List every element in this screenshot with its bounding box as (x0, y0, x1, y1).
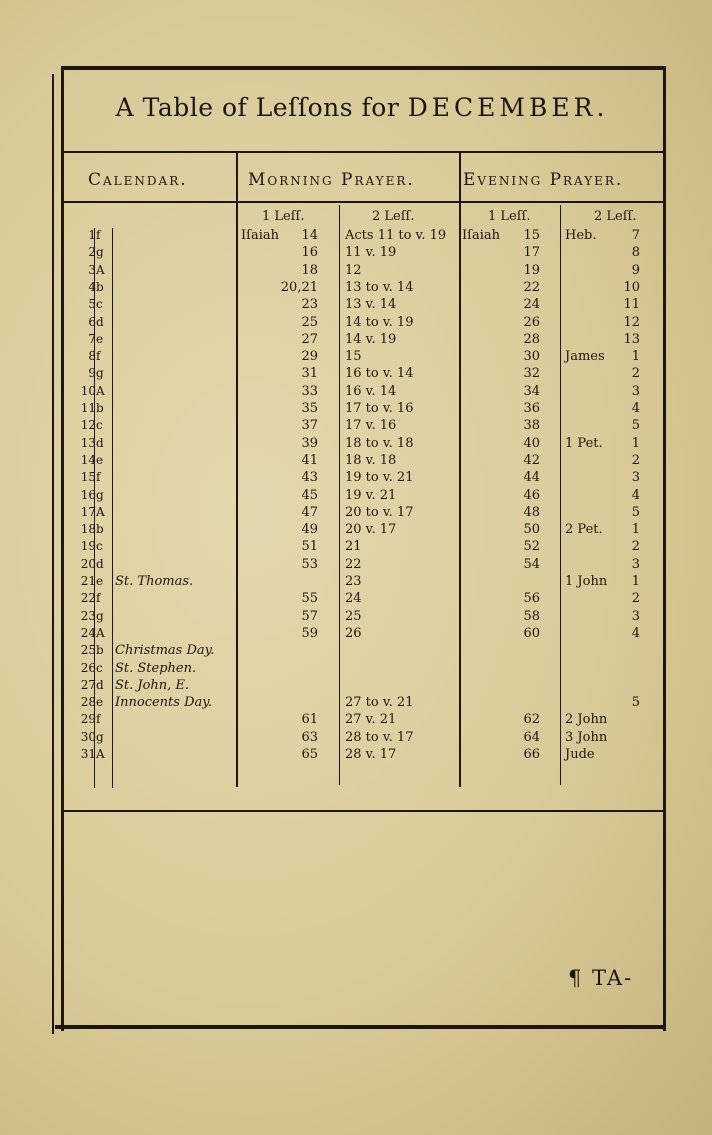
evening-second-book: James (565, 349, 605, 364)
col-rule-calendar (236, 153, 238, 787)
day-number: 6 (88, 315, 96, 329)
evening-first-lesson: 38 (523, 418, 540, 433)
evening-second-lesson: 2 (631, 453, 640, 468)
day-number: 14 (80, 453, 96, 467)
header-evening-prayer: Evening Prayer. (463, 170, 624, 190)
dominical-letter: b (96, 280, 104, 294)
day-number: 10 (80, 384, 96, 398)
morning-first-lesson: 49 (301, 522, 318, 537)
subheader-evening-first: 1 Leſſ. (488, 209, 531, 224)
morning-first-lesson: 37 (301, 418, 318, 433)
dominical-letter: e (96, 695, 104, 709)
evening-first-lesson: 48 (523, 505, 540, 520)
evening-second-lesson: 13 (623, 332, 640, 347)
page-title (62, 93, 662, 122)
morning-first-lesson: 33 (301, 384, 318, 399)
morning-second-lesson: 16 to v. 14 (345, 366, 414, 381)
evening-first-lesson: 15 (523, 228, 540, 243)
outer-left-rule (52, 74, 54, 1034)
frame-right-rule (663, 66, 666, 1031)
col-rule-letter-feast (112, 228, 113, 788)
header-calendar: Calendar. (88, 170, 188, 190)
dominical-letter: f (96, 712, 101, 726)
evening-first-lesson: 32 (523, 366, 540, 381)
subheader-evening-second: 2 Leſſ. (594, 209, 637, 224)
day-number: 5 (88, 297, 96, 311)
catchword: ¶ TA- (568, 966, 634, 990)
evening-first-lesson: 44 (523, 470, 540, 485)
evening-first-lesson: 58 (523, 609, 540, 624)
dominical-letter: c (96, 539, 103, 553)
morning-second-lesson: 27 v. 21 (345, 712, 397, 727)
morning-second-lesson: 13 to v. 14 (345, 280, 414, 295)
evening-second-lesson: 1 (631, 522, 640, 537)
dominical-letter: d (96, 678, 104, 692)
evening-first-lesson: 46 (523, 488, 540, 503)
morning-second-lesson: 15 (345, 349, 362, 364)
morning-first-lesson: 43 (301, 470, 318, 485)
day-number: 17 (80, 505, 96, 519)
col-rule-morning-evening (459, 153, 461, 787)
day-number: 13 (80, 436, 96, 450)
evening-second-lesson: 12 (623, 315, 640, 330)
dominical-letter: A (96, 505, 105, 519)
morning-second-lesson: 21 (345, 539, 362, 554)
morning-second-lesson: 28 v. 17 (345, 747, 397, 762)
frame-top-rule (62, 66, 665, 70)
morning-second-lesson: 16 v. 14 (345, 384, 397, 399)
dominical-letter: A (96, 747, 105, 761)
evening-first-lesson: 19 (523, 263, 540, 278)
morning-first-lesson: 14 (301, 228, 318, 243)
dominical-letter: c (96, 661, 103, 675)
morning-first-lesson: 57 (301, 609, 318, 624)
morning-second-lesson: 14 to v. 19 (345, 315, 414, 330)
frame-bottom-rule (55, 1025, 666, 1029)
morning-first-lesson: 61 (301, 712, 318, 727)
subheader-morning-second: 2 Leſſ. (372, 209, 415, 224)
evening-second-lesson: 1 (631, 436, 640, 451)
evening-first-lesson: 60 (523, 626, 540, 641)
evening-first-lesson: 42 (523, 453, 540, 468)
dominical-letter: f (96, 470, 101, 484)
day-number: 16 (80, 488, 96, 502)
day-number: 20 (80, 557, 96, 571)
dominical-letter: b (96, 643, 104, 657)
day-number: 21 (80, 574, 96, 588)
feast-name: St. John, E. (115, 678, 190, 693)
evening-second-lesson: 1 (631, 574, 640, 589)
evening-first-lesson: 17 (523, 245, 540, 260)
dominical-letter: A (96, 384, 105, 398)
morning-first-lesson: 16 (301, 245, 318, 260)
evening-second-lesson: 8 (631, 245, 640, 260)
evening-first-lesson: 54 (523, 557, 540, 572)
dominical-letter: e (96, 574, 104, 588)
dominical-letter: g (96, 609, 104, 623)
evening-second-lesson: 3 (631, 384, 640, 399)
dominical-letter: c (96, 418, 103, 432)
dominical-letter: d (96, 557, 104, 571)
evening-first-lesson: 28 (523, 332, 540, 347)
evening-second-lesson: 4 (631, 401, 640, 416)
evening-second-lesson: 3 (631, 470, 640, 485)
day-number: 18 (80, 522, 96, 536)
dominical-letter: f (96, 349, 101, 363)
evening-first-book: Iſaiah (462, 228, 500, 243)
header-bottom-rule (64, 201, 664, 203)
morning-first-lesson: 41 (301, 453, 318, 468)
dominical-letter: d (96, 315, 104, 329)
morning-second-lesson: 18 v. 18 (345, 453, 397, 468)
day-number: 7 (88, 332, 96, 346)
evening-second-lesson: 4 (631, 488, 640, 503)
frame-left-rule (61, 66, 64, 1031)
day-number: 30 (80, 730, 96, 744)
morning-first-lesson: 45 (301, 488, 318, 503)
evening-first-lesson: 30 (523, 349, 540, 364)
day-number: 3 (88, 263, 96, 277)
morning-first-lesson: 47 (301, 505, 318, 520)
evening-first-lesson: 66 (523, 747, 540, 762)
day-number: 29 (80, 712, 96, 726)
morning-first-lesson: 18 (301, 263, 318, 278)
dominical-letter: g (96, 366, 104, 380)
evening-second-lesson: 4 (631, 626, 640, 641)
dominical-letter: b (96, 522, 104, 536)
morning-second-lesson: 14 v. 19 (345, 332, 397, 347)
morning-second-lesson: 25 (345, 609, 362, 624)
dominical-letter: c (96, 297, 103, 311)
header-morning-prayer: Morning Prayer. (248, 170, 415, 190)
dominical-letter: f (96, 228, 101, 242)
dominical-letter: f (96, 591, 101, 605)
morning-first-lesson: 59 (301, 626, 318, 641)
morning-second-lesson: 19 to v. 21 (345, 470, 414, 485)
evening-first-lesson: 52 (523, 539, 540, 554)
morning-second-lesson: 27 to v. 21 (345, 695, 414, 710)
feast-name: St. Stephen. (115, 661, 197, 676)
evening-second-lesson: 5 (631, 418, 640, 433)
day-number: 28 (80, 695, 96, 709)
col-rule-evening-inner (560, 205, 561, 785)
morning-first-lesson: 20,21 (280, 280, 318, 295)
evening-first-lesson: 64 (523, 730, 540, 745)
table-bottom-rule (64, 810, 664, 812)
dominical-letter: g (96, 730, 104, 744)
morning-second-lesson: 19 v. 21 (345, 488, 397, 503)
evening-second-lesson: 3 (631, 557, 640, 572)
evening-first-lesson: 22 (523, 280, 540, 295)
morning-first-lesson: 65 (301, 747, 318, 762)
day-number: 1 (88, 228, 96, 242)
dominical-letter: g (96, 245, 104, 259)
day-number: 26 (80, 661, 96, 675)
evening-first-lesson: 62 (523, 712, 540, 727)
evening-second-lesson: 5 (631, 695, 640, 710)
evening-first-lesson: 26 (523, 315, 540, 330)
evening-second-book: 2 Pet. (565, 522, 603, 537)
morning-second-lesson: 28 to v. 17 (345, 730, 414, 745)
evening-second-lesson: 9 (631, 263, 640, 278)
morning-first-lesson: 31 (301, 366, 318, 381)
title-month: DECEMBER. (407, 93, 609, 122)
morning-first-lesson: 53 (301, 557, 318, 572)
evening-first-lesson: 50 (523, 522, 540, 537)
evening-second-book: 2 John (565, 712, 608, 727)
morning-second-lesson: 17 to v. 16 (345, 401, 414, 416)
evening-second-lesson: 1 (631, 349, 640, 364)
evening-second-book: 1 John (565, 574, 608, 589)
morning-first-lesson: 55 (301, 591, 318, 606)
feast-name: St. Thomas. (115, 574, 194, 589)
day-number: 31 (80, 747, 96, 761)
morning-second-lesson: Acts 11 to v. 19 (345, 228, 447, 243)
morning-second-lesson: 12 (345, 263, 362, 278)
evening-second-book: 1 Pet. (565, 436, 603, 451)
morning-second-lesson: 26 (345, 626, 362, 641)
title-main: A Table of Leſſons for (115, 93, 400, 122)
morning-first-lesson: 29 (301, 349, 318, 364)
day-number: 8 (88, 349, 96, 363)
day-number: 12 (80, 418, 96, 432)
morning-first-lesson: 39 (301, 436, 318, 451)
morning-second-lesson: 24 (345, 591, 362, 606)
evening-second-lesson: 3 (631, 609, 640, 624)
day-number: 15 (80, 470, 96, 484)
dominical-letter: g (96, 488, 104, 502)
evening-first-lesson: 40 (523, 436, 540, 451)
evening-second-lesson: 5 (631, 505, 640, 520)
morning-first-lesson: 63 (301, 730, 318, 745)
morning-second-lesson: 17 v. 16 (345, 418, 397, 433)
evening-second-lesson: 11 (623, 297, 640, 312)
day-number: 2 (88, 245, 96, 259)
evening-first-lesson: 24 (523, 297, 540, 312)
evening-second-lesson: 2 (631, 591, 640, 606)
morning-first-lesson: 27 (301, 332, 318, 347)
evening-second-book: Jude (565, 747, 595, 762)
day-number: 19 (80, 539, 96, 553)
day-number: 11 (80, 401, 96, 415)
dominical-letter: A (96, 263, 105, 277)
day-number: 24 (80, 626, 96, 640)
day-number: 4 (88, 280, 96, 294)
morning-first-lesson: 25 (301, 315, 318, 330)
day-number: 25 (80, 643, 96, 657)
dominical-letter: d (96, 436, 104, 450)
subheader-morning-first: 1 Leſſ. (262, 209, 305, 224)
morning-second-lesson: 23 (345, 574, 362, 589)
col-rule-morning-inner (339, 205, 340, 785)
morning-second-lesson: 18 to v. 18 (345, 436, 414, 451)
morning-second-lesson: 20 v. 17 (345, 522, 397, 537)
morning-first-book: Iſaiah (241, 228, 279, 243)
day-number: 22 (80, 591, 96, 605)
day-number: 23 (80, 609, 96, 623)
evening-second-book: 3 John (565, 730, 608, 745)
morning-second-lesson: 20 to v. 17 (345, 505, 414, 520)
evening-second-lesson: 2 (631, 366, 640, 381)
dominical-letter: e (96, 453, 104, 467)
evening-first-lesson: 36 (523, 401, 540, 416)
evening-second-lesson: 2 (631, 539, 640, 554)
morning-first-lesson: 23 (301, 297, 318, 312)
morning-first-lesson: 35 (301, 401, 318, 416)
evening-first-lesson: 56 (523, 591, 540, 606)
morning-second-lesson: 22 (345, 557, 362, 572)
feast-name: Innocents Day. (115, 695, 213, 710)
dominical-letter: A (96, 626, 105, 640)
evening-second-lesson: 7 (631, 228, 640, 243)
evening-first-lesson: 34 (523, 384, 540, 399)
morning-second-lesson: 13 v. 14 (345, 297, 397, 312)
evening-second-lesson: 10 (623, 280, 640, 295)
dominical-letter: e (96, 332, 104, 346)
dominical-letter: b (96, 401, 104, 415)
feast-name: Christmas Day. (115, 643, 215, 658)
morning-first-lesson: 51 (301, 539, 318, 554)
morning-second-lesson: 11 v. 19 (345, 245, 397, 260)
evening-second-book: Heb. (565, 228, 597, 243)
day-number: 27 (80, 678, 96, 692)
day-number: 9 (88, 366, 96, 380)
header-top-rule (64, 151, 664, 153)
